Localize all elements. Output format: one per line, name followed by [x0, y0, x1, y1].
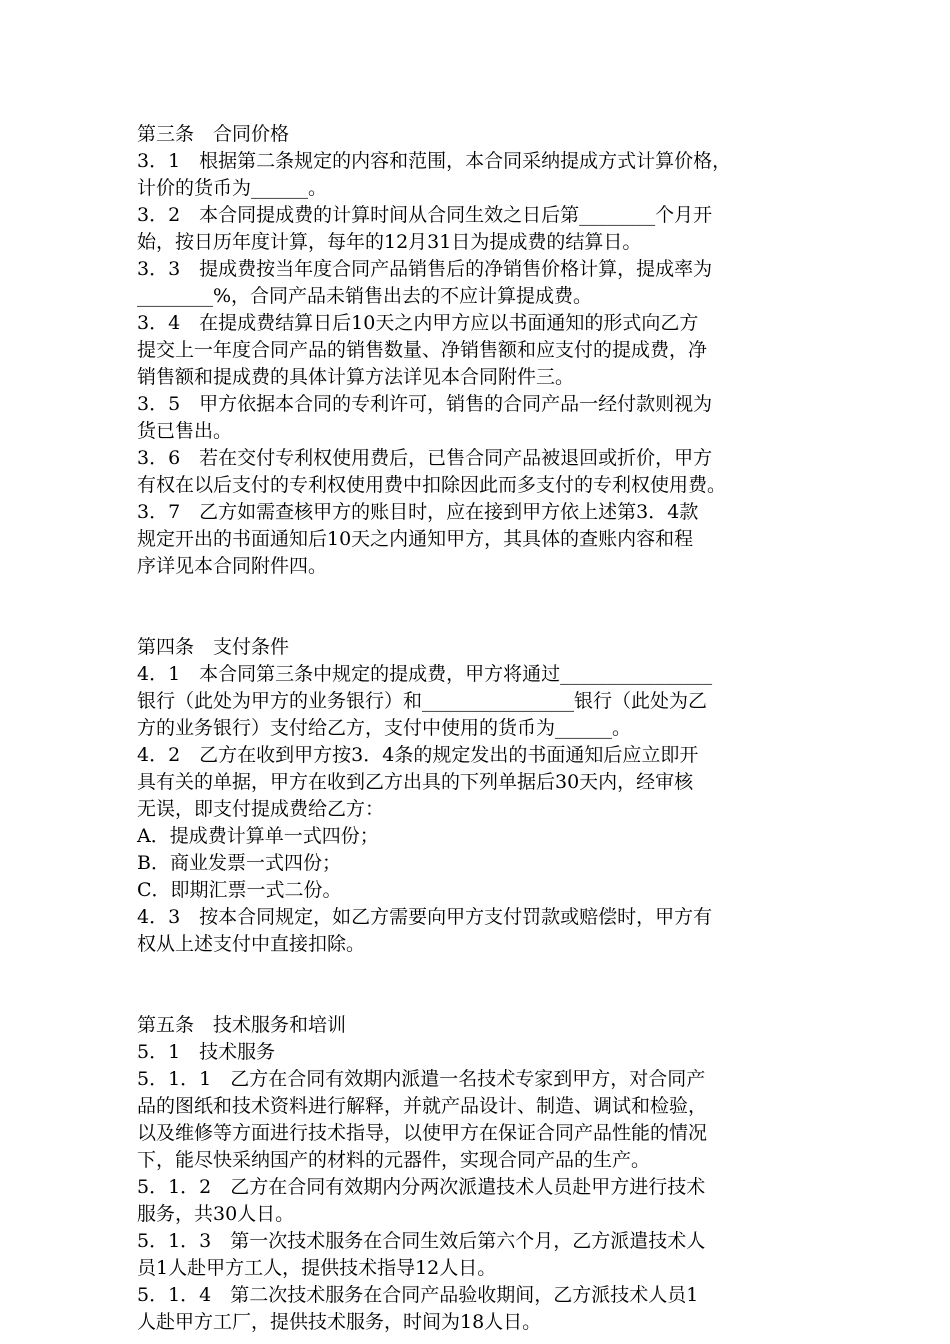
- article-5-line: 5．1．2 乙方在合同有效期内分两次派遣技术人员赴甲方进行技术: [137, 1176, 706, 1198]
- article-3-section: [137, 121, 827, 580]
- article-3-line: 3．1 根据第二条规定的内容和范围，本合同采纳提成方式计算价格，: [137, 150, 732, 172]
- contract-text: [137, 121, 827, 1336]
- article-3-line: 3．7 乙方如需查核甲方的账目时，应在接到甲方依上述第3．4款: [137, 501, 699, 523]
- article-3-line: 规定开出的书面通知后10天之内通知甲方，其具体的查账内容和程: [137, 528, 694, 550]
- article-4-line: 方的业务银行）支付给乙方，支付中使用的货币为______。: [137, 717, 632, 739]
- article-3-line: 提交上一年度合同产品的销售数量、净销售额和应支付的提成费，净: [137, 339, 708, 361]
- article-4-line: 银行（此处为甲方的业务银行）和________________银行（此处为乙: [137, 690, 708, 712]
- section-spacer: [137, 958, 827, 1012]
- article-4-line: 4．1 本合同第三条中规定的提成费，甲方将通过________________: [137, 663, 713, 685]
- article-4-section: [137, 634, 827, 958]
- article-5-line: 品的图纸和技术资料进行解释，并就产品设计、制造、调试和检验，: [137, 1095, 708, 1117]
- article-5-line: 5．1．3 第一次技术服务在合同生效后第六个月，乙方派遣技术人: [137, 1230, 706, 1252]
- article-5-section: [137, 1012, 827, 1336]
- article-3-line: 3．5 甲方依据本合同的专利许可，销售的合同产品一经付款则视为: [137, 393, 713, 415]
- article-3-line: ________%，合同产品未销售出去的不应计算提成费。: [137, 285, 593, 307]
- article-3-line: 序详见本合同附件四。: [137, 555, 328, 577]
- article-4-line: B．商业发票一式四份；: [137, 852, 341, 874]
- article-3-line: 3．3 提成费按当年度合同产品销售后的净销售价格计算，提成率为: [137, 258, 713, 280]
- article-5-line: 下，能尽快采纳国产的材料的元器件，实现合同产品的生产。: [137, 1149, 651, 1171]
- article-4-line: A．提成费计算单一式四份；: [137, 825, 379, 847]
- article-4-title: 第四条 支付条件: [137, 636, 290, 658]
- article-4-line: 权从上述支付中直接扣除。: [137, 933, 366, 955]
- article-3-line: 3．2 本合同提成费的计算时间从合同生效之日后第________个月开: [137, 204, 713, 226]
- article-3-line: 销售额和提成费的具体计算方法详见本合同附件三。: [137, 366, 575, 388]
- article-5-line: 服务，共30人日。: [137, 1203, 295, 1225]
- article-5-line: 人赴甲方工厂，提供技术服务，时间为18人日。: [137, 1311, 542, 1333]
- article-4-line: 4．2 乙方在收到甲方按3．4条的规定发出的书面通知后应立即开: [137, 744, 699, 766]
- article-4-line: 4．3 按本合同规定，如乙方需要向甲方支付罚款或赔偿时，甲方有: [137, 906, 713, 928]
- article-5-line: 5．1．4 第二次技术服务在合同产品验收期间，乙方派技术人员1: [137, 1284, 699, 1306]
- article-3-line: 有权在以后支付的专利权使用费中扣除因此而多支付的专利权使用费。: [137, 474, 727, 496]
- article-5-line: 5．1 技术服务: [137, 1041, 276, 1063]
- article-5-line: 5．1．1 乙方在合同有效期内派遣一名技术专家到甲方，对合同产: [137, 1068, 706, 1090]
- article-3-line: 3．4 在提成费结算日后10天之内甲方应以书面通知的形式向乙方: [137, 312, 699, 334]
- article-3-title: 第三条 合同价格: [137, 123, 290, 145]
- article-5-line: 员1人赴甲方工人，提供技术指导12人日。: [137, 1257, 497, 1279]
- article-4-line: C．即期汇票一式二份。: [137, 879, 342, 901]
- article-5-line: 以及维修等方面进行技术指导，以使甲方在保证合同产品性能的情况: [137, 1122, 708, 1144]
- section-spacer: [137, 580, 827, 634]
- article-4-line: 具有关的单据，甲方在收到乙方出具的下列单据后30天内，经审核: [137, 771, 694, 793]
- article-4-line: 无误，即支付提成费给乙方：: [137, 798, 385, 820]
- article-3-line: 始，按日历年度计算，每年的12月31日为提成费的结算日。: [137, 231, 642, 253]
- article-3-line: 计价的货币为______。: [137, 177, 328, 199]
- article-5-title: 第五条 技术服务和培训: [137, 1014, 347, 1036]
- article-3-line: 3．6 若在交付专利权使用费后，已售合同产品被退回或折价，甲方: [137, 447, 713, 469]
- article-3-line: 货已售出。: [137, 420, 233, 442]
